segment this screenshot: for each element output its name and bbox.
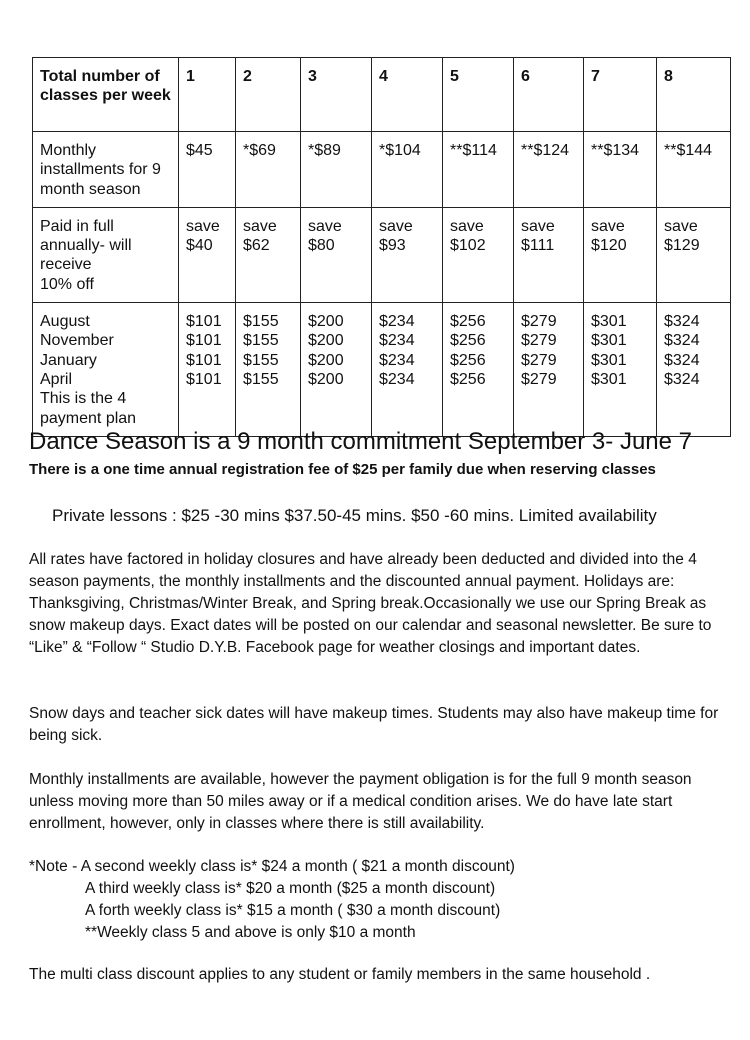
table-row [33,132,731,208]
row-label: Paid in full annually- will receive 10% off [33,207,179,302]
table-cell: save $80 [301,207,372,302]
table-cell: **$124 [514,132,584,208]
header-cell: 4 [372,58,443,132]
table-cell: $324 $324 $324 $324 [657,303,731,437]
table-cell: $155 $155 $155 $155 [236,303,301,437]
header-cell: 7 [584,58,657,132]
row-label: August November January April This is the 4 payment plan [33,303,179,437]
table-cell: save $120 [584,207,657,302]
table-row [33,303,731,437]
table-cell: $101 $101 $101 $101 [179,303,236,437]
discount-notes [29,856,515,944]
table-cell: $279 $279 $279 $279 [514,303,584,437]
table-cell: $200 $200 $200 $200 [301,303,372,437]
note-line: *Note - A second weekly class is* $24 a month ( $21 a month discount) [29,858,515,875]
table-cell: **$114 [443,132,514,208]
table-cell: $256 $256 $256 $256 [443,303,514,437]
table-cell: save $102 [443,207,514,302]
table-header-row [33,58,731,132]
table-cell: *$104 [372,132,443,208]
installments-paragraph: Monthly installments are available, however the payment obligation is for the full 9 month season unless moving more than 50 miles away or if a medical condition arises. We do have late start enrollment, however, only in classes where there is still availability. [29,771,692,832]
table-cell: save $40 [179,207,236,302]
header-cell: 5 [443,58,514,132]
header-cell: 6 [514,58,584,132]
table-cell: **$134 [584,132,657,208]
table-cell: *$89 [301,132,372,208]
table-cell: save $93 [372,207,443,302]
table-cell: $45 [179,132,236,208]
table-cell: save $111 [514,207,584,302]
registration-fee-note: There is a one time annual registration fee of $25 per family due when reserving classes [29,461,656,478]
private-lessons-line: Private lessons : $25 -30 mins $37.50-45 mins. $50 -60 mins. Limited availability [52,506,657,525]
note-line: A forth weekly class is* $15 a month ( $30 a month discount) [85,902,501,919]
note-line: **Weekly class 5 and above is only $10 a month [85,924,416,941]
table-cell: save $129 [657,207,731,302]
row-label: Monthly installments for 9 month season [33,132,179,208]
table-cell: **$144 [657,132,731,208]
closing-note: The multi class discount applies to any student or family members in the same household . [29,966,651,983]
table-cell: $234 $234 $234 $234 [372,303,443,437]
header-cell: 3 [301,58,372,132]
table-cell: $301 $301 $301 $301 [584,303,657,437]
note-line: A third weekly class is* $20 a month ($25 a month discount) [85,880,496,897]
season-heading: Dance Season is a 9 month commitment September 3- June 7 [29,428,692,455]
table-cell: save $62 [236,207,301,302]
header-cell: 8 [657,58,731,132]
header-cell: Total number of classes per week [33,58,179,132]
header-cell: 2 [236,58,301,132]
table-row [33,207,731,302]
pricing-table [32,57,731,437]
header-cell: 1 [179,58,236,132]
table-cell: *$69 [236,132,301,208]
holiday-paragraph: All rates have factored in holiday closures and have already been deducted and divided into the 4 season payments, the monthly installments and the discounted annual payment. Holidays are: Thanksgiving, Christmas/Winter Break, and Spring break.Occasionally we use our Spring Break as snow makeup days. Exact dates will be posted on our calendar and seasonal newsletter. Be sure to “Like” & “Follow “ Studio D.Y.B. Facebook page for weather closings and important dates. [29,551,712,656]
makeup-paragraph: Snow days and teacher sick dates will have makeup times. Students may also have makeup time for being sick. [29,705,719,744]
